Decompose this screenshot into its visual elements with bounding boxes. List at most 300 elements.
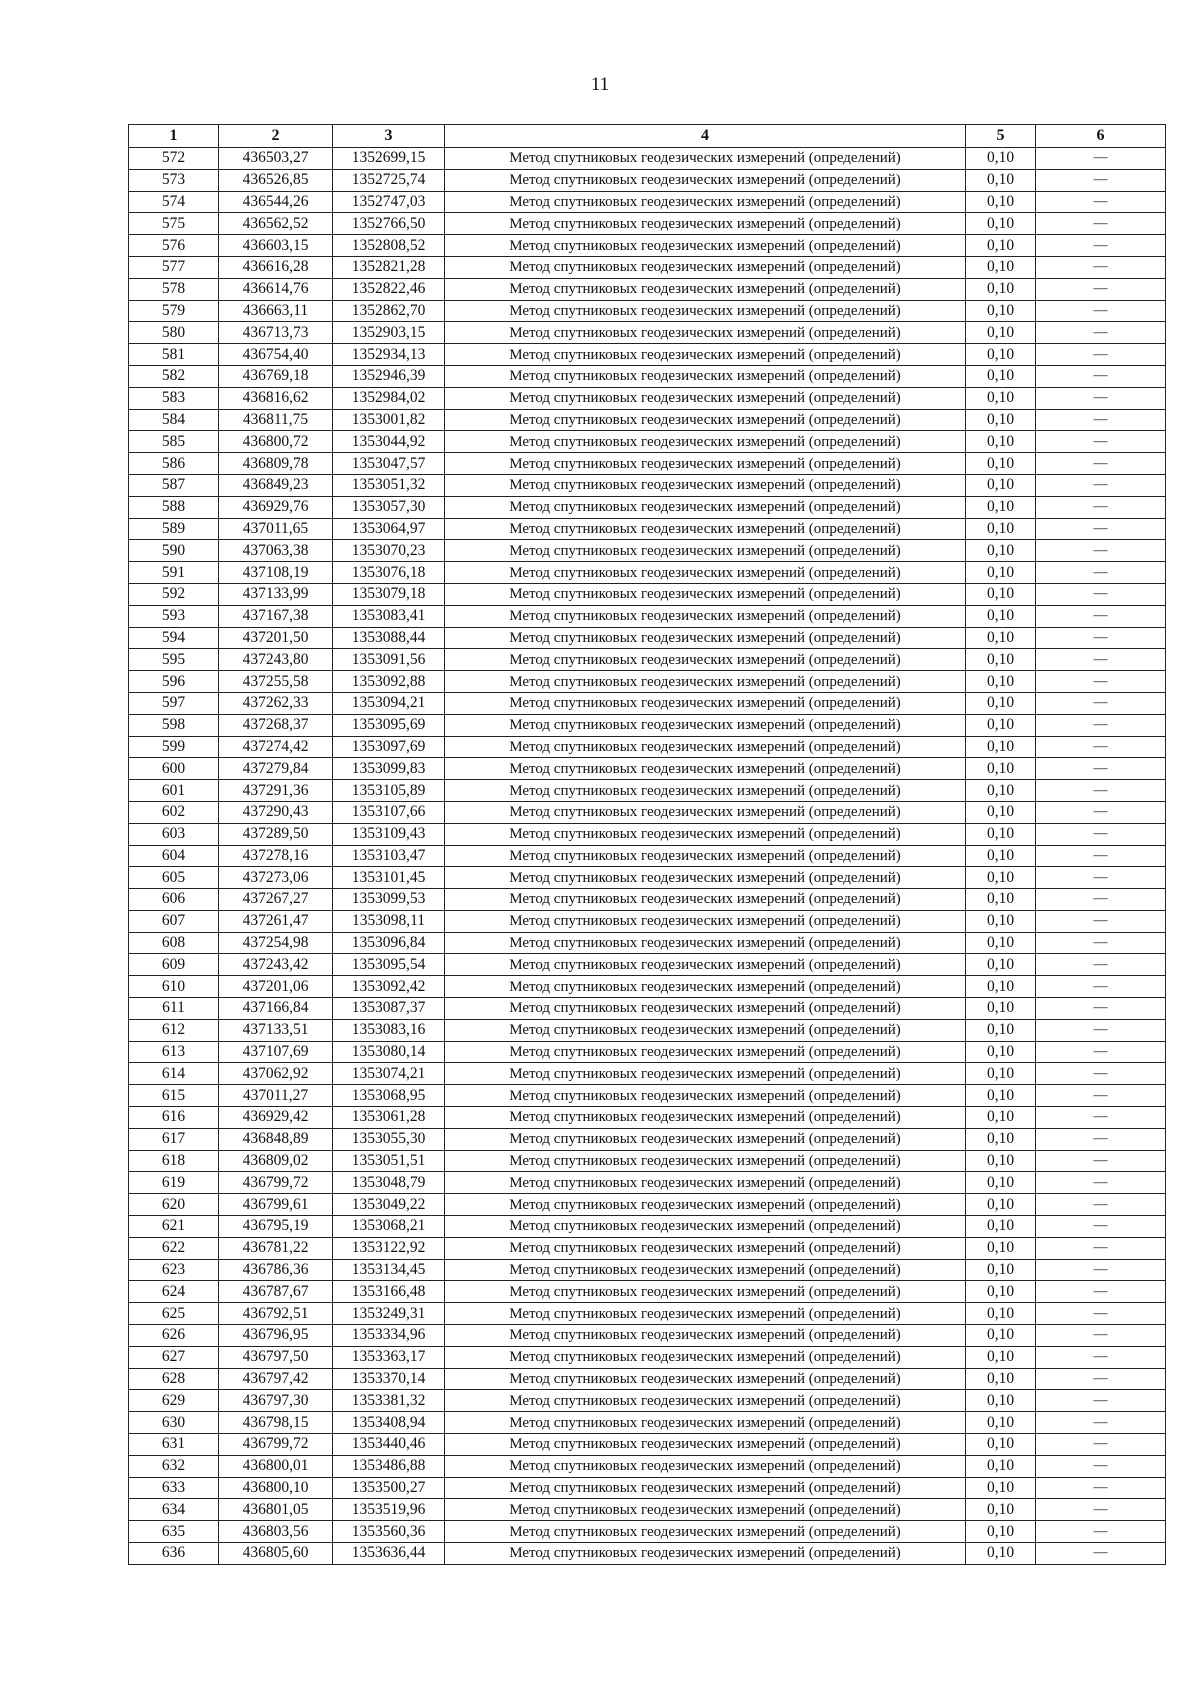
x-coordinate-cell: 436805,60 <box>219 1543 333 1565</box>
method-cell: Метод спутниковых геодезических измерений (определений) <box>445 409 966 431</box>
y-coordinate-cell: 1353122,92 <box>333 1237 445 1259</box>
x-coordinate-cell: 436792,51 <box>219 1303 333 1325</box>
y-coordinate-cell: 1352808,52 <box>333 235 445 257</box>
notes-cell: — <box>1036 1019 1166 1041</box>
table-row <box>129 1259 1166 1281</box>
accuracy-cell: 0,10 <box>966 1303 1036 1325</box>
x-coordinate-cell: 437279,84 <box>219 758 333 780</box>
table-row <box>129 518 1166 540</box>
method-cell: Метод спутниковых геодезических измерений (определений) <box>445 758 966 780</box>
point-number-cell: 575 <box>129 213 219 235</box>
table-row <box>129 823 1166 845</box>
table-row <box>129 1303 1166 1325</box>
x-coordinate-cell: 437107,69 <box>219 1041 333 1063</box>
point-number-cell: 618 <box>129 1150 219 1172</box>
table-row <box>129 758 1166 780</box>
method-cell: Метод спутниковых геодезических измерений (определений) <box>445 1434 966 1456</box>
x-coordinate-cell: 437290,43 <box>219 801 333 823</box>
method-cell: Метод спутниковых геодезических измерений (определений) <box>445 344 966 366</box>
table-row <box>129 540 1166 562</box>
method-cell: Метод спутниковых геодезических измерений (определений) <box>445 148 966 170</box>
notes-cell: — <box>1036 1434 1166 1456</box>
x-coordinate-cell: 436809,02 <box>219 1150 333 1172</box>
point-number-cell: 577 <box>129 256 219 278</box>
notes-cell: — <box>1036 605 1166 627</box>
notes-cell: — <box>1036 998 1166 1020</box>
method-cell: Метод спутниковых геодезических измерений (определений) <box>445 801 966 823</box>
x-coordinate-cell: 436503,27 <box>219 148 333 170</box>
y-coordinate-cell: 1353001,82 <box>333 409 445 431</box>
y-coordinate-cell: 1352747,03 <box>333 191 445 213</box>
point-number-cell: 583 <box>129 387 219 409</box>
column-header: 6 <box>1036 125 1166 148</box>
notes-cell: — <box>1036 1499 1166 1521</box>
accuracy-cell: 0,10 <box>966 1543 1036 1565</box>
y-coordinate-cell: 1353134,45 <box>333 1259 445 1281</box>
point-number-cell: 619 <box>129 1172 219 1194</box>
point-number-cell: 578 <box>129 278 219 300</box>
y-coordinate-cell: 1353064,97 <box>333 518 445 540</box>
x-coordinate-cell: 437243,42 <box>219 954 333 976</box>
table-row <box>129 562 1166 584</box>
y-coordinate-cell: 1353080,14 <box>333 1041 445 1063</box>
table-row <box>129 1216 1166 1238</box>
x-coordinate-cell: 436929,76 <box>219 496 333 518</box>
method-cell: Метод спутниковых геодезических измерений (определений) <box>445 1325 966 1347</box>
table-row <box>129 278 1166 300</box>
table-row <box>129 605 1166 627</box>
accuracy-cell: 0,10 <box>966 1041 1036 1063</box>
method-cell: Метод спутниковых геодезических измерений (определений) <box>445 1216 966 1238</box>
table-row <box>129 169 1166 191</box>
point-number-cell: 610 <box>129 976 219 998</box>
table-row <box>129 801 1166 823</box>
notes-cell: — <box>1036 365 1166 387</box>
accuracy-cell: 0,10 <box>966 474 1036 496</box>
point-number-cell: 576 <box>129 235 219 257</box>
y-coordinate-cell: 1353088,44 <box>333 627 445 649</box>
method-cell: Метод спутниковых геодезических измерений (определений) <box>445 1107 966 1129</box>
method-cell: Метод спутниковых геодезических измерений (определений) <box>445 431 966 453</box>
table-row <box>129 1150 1166 1172</box>
y-coordinate-cell: 1353381,32 <box>333 1390 445 1412</box>
notes-cell: — <box>1036 627 1166 649</box>
point-number-cell: 603 <box>129 823 219 845</box>
x-coordinate-cell: 436798,15 <box>219 1412 333 1434</box>
x-coordinate-cell: 437254,98 <box>219 932 333 954</box>
header-row <box>129 125 1166 148</box>
table-row <box>129 714 1166 736</box>
accuracy-cell: 0,10 <box>966 1128 1036 1150</box>
method-cell: Метод спутниковых геодезических измерений (определений) <box>445 169 966 191</box>
method-cell: Метод спутниковых геодезических измерений (определений) <box>445 191 966 213</box>
accuracy-cell: 0,10 <box>966 867 1036 889</box>
accuracy-cell: 0,10 <box>966 496 1036 518</box>
y-coordinate-cell: 1352699,15 <box>333 148 445 170</box>
x-coordinate-cell: 436800,72 <box>219 431 333 453</box>
x-coordinate-cell: 437267,27 <box>219 889 333 911</box>
table-row <box>129 496 1166 518</box>
accuracy-cell: 0,10 <box>966 649 1036 671</box>
notes-cell: — <box>1036 867 1166 889</box>
method-cell: Метод спутниковых геодезических измерений (определений) <box>445 256 966 278</box>
point-number-cell: 614 <box>129 1063 219 1085</box>
accuracy-cell: 0,10 <box>966 1325 1036 1347</box>
point-number-cell: 588 <box>129 496 219 518</box>
accuracy-cell: 0,10 <box>966 714 1036 736</box>
method-cell: Метод спутниковых геодезических измерений (определений) <box>445 387 966 409</box>
method-cell: Метод спутниковых геодезических измерений (определений) <box>445 932 966 954</box>
table-row <box>129 1194 1166 1216</box>
y-coordinate-cell: 1353095,54 <box>333 954 445 976</box>
method-cell: Метод спутниковых геодезических измерений (определений) <box>445 1390 966 1412</box>
y-coordinate-cell: 1352725,74 <box>333 169 445 191</box>
point-number-cell: 582 <box>129 365 219 387</box>
y-coordinate-cell: 1353092,42 <box>333 976 445 998</box>
table-row <box>129 344 1166 366</box>
notes-cell: — <box>1036 671 1166 693</box>
point-number-cell: 596 <box>129 671 219 693</box>
y-coordinate-cell: 1353486,88 <box>333 1455 445 1477</box>
point-number-cell: 620 <box>129 1194 219 1216</box>
table-row <box>129 867 1166 889</box>
y-coordinate-cell: 1353408,94 <box>333 1412 445 1434</box>
point-number-cell: 628 <box>129 1368 219 1390</box>
accuracy-cell: 0,10 <box>966 431 1036 453</box>
y-coordinate-cell: 1352903,15 <box>333 322 445 344</box>
table-row <box>129 583 1166 605</box>
y-coordinate-cell: 1352821,28 <box>333 256 445 278</box>
table-row <box>129 954 1166 976</box>
table-row <box>129 1455 1166 1477</box>
method-cell: Метод спутниковых геодезических измерений (определений) <box>445 1281 966 1303</box>
notes-cell: — <box>1036 387 1166 409</box>
notes-cell: — <box>1036 1107 1166 1129</box>
accuracy-cell: 0,10 <box>966 518 1036 540</box>
column-header: 1 <box>129 125 219 148</box>
accuracy-cell: 0,10 <box>966 562 1036 584</box>
y-coordinate-cell: 1353249,31 <box>333 1303 445 1325</box>
point-number-cell: 609 <box>129 954 219 976</box>
point-number-cell: 605 <box>129 867 219 889</box>
y-coordinate-cell: 1353334,96 <box>333 1325 445 1347</box>
point-number-cell: 607 <box>129 910 219 932</box>
method-cell: Метод спутниковых геодезических измерений (определений) <box>445 1237 966 1259</box>
accuracy-cell: 0,10 <box>966 758 1036 780</box>
notes-cell: — <box>1036 1477 1166 1499</box>
table-row <box>129 1085 1166 1107</box>
y-coordinate-cell: 1353440,46 <box>333 1434 445 1456</box>
x-coordinate-cell: 437062,92 <box>219 1063 333 1085</box>
column-header: 2 <box>219 125 333 148</box>
accuracy-cell: 0,10 <box>966 1412 1036 1434</box>
table-row <box>129 976 1166 998</box>
notes-cell: — <box>1036 1172 1166 1194</box>
x-coordinate-cell: 436781,22 <box>219 1237 333 1259</box>
x-coordinate-cell: 437011,65 <box>219 518 333 540</box>
method-cell: Метод спутниковых геодезических измерений (определений) <box>445 453 966 475</box>
accuracy-cell: 0,10 <box>966 998 1036 1020</box>
table-row <box>129 1499 1166 1521</box>
table-row <box>129 1521 1166 1543</box>
notes-cell: — <box>1036 431 1166 453</box>
table-row <box>129 256 1166 278</box>
table-row <box>129 213 1166 235</box>
method-cell: Метод спутниковых геодезических измерений (определений) <box>445 954 966 976</box>
column-header: 3 <box>333 125 445 148</box>
accuracy-cell: 0,10 <box>966 976 1036 998</box>
y-coordinate-cell: 1353519,96 <box>333 1499 445 1521</box>
notes-cell: — <box>1036 213 1166 235</box>
notes-cell: — <box>1036 954 1166 976</box>
method-cell: Метод спутниковых геодезических измерений (определений) <box>445 671 966 693</box>
table-row <box>129 300 1166 322</box>
method-cell: Метод спутниковых геодезических измерений (определений) <box>445 692 966 714</box>
point-number-cell: 591 <box>129 562 219 584</box>
point-number-cell: 593 <box>129 605 219 627</box>
table-row <box>129 1019 1166 1041</box>
accuracy-cell: 0,10 <box>966 954 1036 976</box>
table-row <box>129 845 1166 867</box>
x-coordinate-cell: 436799,72 <box>219 1172 333 1194</box>
notes-cell: — <box>1036 496 1166 518</box>
y-coordinate-cell: 1353079,18 <box>333 583 445 605</box>
point-number-cell: 606 <box>129 889 219 911</box>
point-number-cell: 586 <box>129 453 219 475</box>
x-coordinate-cell: 436614,76 <box>219 278 333 300</box>
method-cell: Метод спутниковых геодезических измерений (определений) <box>445 300 966 322</box>
notes-cell: — <box>1036 148 1166 170</box>
accuracy-cell: 0,10 <box>966 365 1036 387</box>
x-coordinate-cell: 437133,51 <box>219 1019 333 1041</box>
method-cell: Метод спутниковых геодезических измерений (определений) <box>445 278 966 300</box>
y-coordinate-cell: 1353083,41 <box>333 605 445 627</box>
table-row <box>129 1172 1166 1194</box>
notes-cell: — <box>1036 1325 1166 1347</box>
accuracy-cell: 0,10 <box>966 235 1036 257</box>
y-coordinate-cell: 1353068,95 <box>333 1085 445 1107</box>
method-cell: Метод спутниковых геодезических измерений (определений) <box>445 845 966 867</box>
notes-cell: — <box>1036 256 1166 278</box>
y-coordinate-cell: 1352766,50 <box>333 213 445 235</box>
x-coordinate-cell: 436796,95 <box>219 1325 333 1347</box>
x-coordinate-cell: 437274,42 <box>219 736 333 758</box>
notes-cell: — <box>1036 1150 1166 1172</box>
accuracy-cell: 0,10 <box>966 1216 1036 1238</box>
notes-cell: — <box>1036 692 1166 714</box>
method-cell: Метод спутниковых геодезических измерений (определений) <box>445 1041 966 1063</box>
point-number-cell: 615 <box>129 1085 219 1107</box>
method-cell: Метод спутниковых геодезических измерений (определений) <box>445 910 966 932</box>
y-coordinate-cell: 1353076,18 <box>333 562 445 584</box>
x-coordinate-cell: 436526,85 <box>219 169 333 191</box>
notes-cell: — <box>1036 976 1166 998</box>
y-coordinate-cell: 1353087,37 <box>333 998 445 1020</box>
accuracy-cell: 0,10 <box>966 322 1036 344</box>
notes-cell: — <box>1036 300 1166 322</box>
column-header: 4 <box>445 125 966 148</box>
x-coordinate-cell: 436848,89 <box>219 1128 333 1150</box>
point-number-cell: 632 <box>129 1455 219 1477</box>
table-row <box>129 1128 1166 1150</box>
method-cell: Метод спутниковых геодезических измерений (определений) <box>445 518 966 540</box>
notes-cell: — <box>1036 1521 1166 1543</box>
point-number-cell: 590 <box>129 540 219 562</box>
x-coordinate-cell: 436797,30 <box>219 1390 333 1412</box>
table-row <box>129 191 1166 213</box>
point-number-cell: 572 <box>129 148 219 170</box>
point-number-cell: 601 <box>129 780 219 802</box>
table-row <box>129 671 1166 693</box>
notes-cell: — <box>1036 1303 1166 1325</box>
y-coordinate-cell: 1353500,27 <box>333 1477 445 1499</box>
accuracy-cell: 0,10 <box>966 300 1036 322</box>
x-coordinate-cell: 436795,19 <box>219 1216 333 1238</box>
accuracy-cell: 0,10 <box>966 148 1036 170</box>
point-number-cell: 629 <box>129 1390 219 1412</box>
x-coordinate-cell: 436663,11 <box>219 300 333 322</box>
x-coordinate-cell: 437167,38 <box>219 605 333 627</box>
x-coordinate-cell: 436797,50 <box>219 1346 333 1368</box>
x-coordinate-cell: 436787,67 <box>219 1281 333 1303</box>
y-coordinate-cell: 1353074,21 <box>333 1063 445 1085</box>
method-cell: Метод спутниковых геодезических измерений (определений) <box>445 1368 966 1390</box>
notes-cell: — <box>1036 1063 1166 1085</box>
y-coordinate-cell: 1353070,23 <box>333 540 445 562</box>
accuracy-cell: 0,10 <box>966 1455 1036 1477</box>
method-cell: Метод спутниковых геодезических измерений (определений) <box>445 540 966 562</box>
x-coordinate-cell: 436713,73 <box>219 322 333 344</box>
accuracy-cell: 0,10 <box>966 1434 1036 1456</box>
y-coordinate-cell: 1353166,48 <box>333 1281 445 1303</box>
notes-cell: — <box>1036 518 1166 540</box>
table-row <box>129 780 1166 802</box>
y-coordinate-cell: 1353092,88 <box>333 671 445 693</box>
x-coordinate-cell: 437243,80 <box>219 649 333 671</box>
notes-cell: — <box>1036 235 1166 257</box>
method-cell: Метод спутниковых геодезических измерений (определений) <box>445 322 966 344</box>
x-coordinate-cell: 436800,01 <box>219 1455 333 1477</box>
column-header: 5 <box>966 125 1036 148</box>
table-row <box>129 387 1166 409</box>
accuracy-cell: 0,10 <box>966 823 1036 845</box>
point-number-cell: 633 <box>129 1477 219 1499</box>
y-coordinate-cell: 1353096,84 <box>333 932 445 954</box>
table-row <box>129 1412 1166 1434</box>
notes-cell: — <box>1036 1346 1166 1368</box>
notes-cell: — <box>1036 1128 1166 1150</box>
y-coordinate-cell: 1353098,11 <box>333 910 445 932</box>
point-number-cell: 623 <box>129 1259 219 1281</box>
table-row <box>129 1063 1166 1085</box>
table-row <box>129 1237 1166 1259</box>
notes-cell: — <box>1036 191 1166 213</box>
x-coordinate-cell: 436616,28 <box>219 256 333 278</box>
table-row <box>129 1543 1166 1565</box>
method-cell: Метод спутниковых геодезических измерений (определений) <box>445 889 966 911</box>
accuracy-cell: 0,10 <box>966 1281 1036 1303</box>
method-cell: Метод спутниковых геодезических измерений (определений) <box>445 998 966 1020</box>
point-number-cell: 634 <box>129 1499 219 1521</box>
x-coordinate-cell: 436769,18 <box>219 365 333 387</box>
y-coordinate-cell: 1353099,53 <box>333 889 445 911</box>
accuracy-cell: 0,10 <box>966 453 1036 475</box>
x-coordinate-cell: 437261,47 <box>219 910 333 932</box>
notes-cell: — <box>1036 540 1166 562</box>
point-number-cell: 604 <box>129 845 219 867</box>
accuracy-cell: 0,10 <box>966 256 1036 278</box>
method-cell: Метод спутниковых геодезических измерений (определений) <box>445 1128 966 1150</box>
notes-cell: — <box>1036 910 1166 932</box>
table-row <box>129 649 1166 671</box>
accuracy-cell: 0,10 <box>966 605 1036 627</box>
table-row <box>129 322 1166 344</box>
accuracy-cell: 0,10 <box>966 1107 1036 1129</box>
accuracy-cell: 0,10 <box>966 889 1036 911</box>
method-cell: Метод спутниковых геодезических измерений (определений) <box>445 627 966 649</box>
y-coordinate-cell: 1353091,56 <box>333 649 445 671</box>
y-coordinate-cell: 1353103,47 <box>333 845 445 867</box>
table-row <box>129 1390 1166 1412</box>
table-row <box>129 1325 1166 1347</box>
method-cell: Метод спутниковых геодезических измерений (определений) <box>445 867 966 889</box>
accuracy-cell: 0,10 <box>966 910 1036 932</box>
accuracy-cell: 0,10 <box>966 1150 1036 1172</box>
x-coordinate-cell: 436544,26 <box>219 191 333 213</box>
y-coordinate-cell: 1353057,30 <box>333 496 445 518</box>
point-number-cell: 600 <box>129 758 219 780</box>
point-number-cell: 625 <box>129 1303 219 1325</box>
x-coordinate-cell: 437201,06 <box>219 976 333 998</box>
accuracy-cell: 0,10 <box>966 736 1036 758</box>
method-cell: Метод спутниковых геодезических измерений (определений) <box>445 562 966 584</box>
point-number-cell: 636 <box>129 1543 219 1565</box>
table-row <box>129 235 1166 257</box>
method-cell: Метод спутниковых геодезических измерений (определений) <box>445 496 966 518</box>
notes-cell: — <box>1036 1412 1166 1434</box>
y-coordinate-cell: 1353051,51 <box>333 1150 445 1172</box>
point-number-cell: 626 <box>129 1325 219 1347</box>
notes-cell: — <box>1036 736 1166 758</box>
accuracy-cell: 0,10 <box>966 1368 1036 1390</box>
table-row <box>129 932 1166 954</box>
point-number-cell: 598 <box>129 714 219 736</box>
method-cell: Метод спутниковых геодезических измерений (определений) <box>445 1150 966 1172</box>
table-row <box>129 453 1166 475</box>
point-number-cell: 621 <box>129 1216 219 1238</box>
point-number-cell: 592 <box>129 583 219 605</box>
point-number-cell: 627 <box>129 1346 219 1368</box>
method-cell: Метод спутниковых геодезических измерений (определений) <box>445 235 966 257</box>
table-row <box>129 998 1166 1020</box>
notes-cell: — <box>1036 1455 1166 1477</box>
accuracy-cell: 0,10 <box>966 213 1036 235</box>
table-body <box>129 148 1166 1565</box>
accuracy-cell: 0,10 <box>966 1346 1036 1368</box>
table-row <box>129 148 1166 170</box>
x-coordinate-cell: 436603,15 <box>219 235 333 257</box>
notes-cell: — <box>1036 278 1166 300</box>
point-number-cell: 589 <box>129 518 219 540</box>
method-cell: Метод спутниковых геодезических измерений (определений) <box>445 583 966 605</box>
accuracy-cell: 0,10 <box>966 1063 1036 1085</box>
accuracy-cell: 0,10 <box>966 278 1036 300</box>
method-cell: Метод спутниковых геодезических измерений (определений) <box>445 213 966 235</box>
y-coordinate-cell: 1353095,69 <box>333 714 445 736</box>
point-number-cell: 584 <box>129 409 219 431</box>
accuracy-cell: 0,10 <box>966 780 1036 802</box>
y-coordinate-cell: 1353363,17 <box>333 1346 445 1368</box>
